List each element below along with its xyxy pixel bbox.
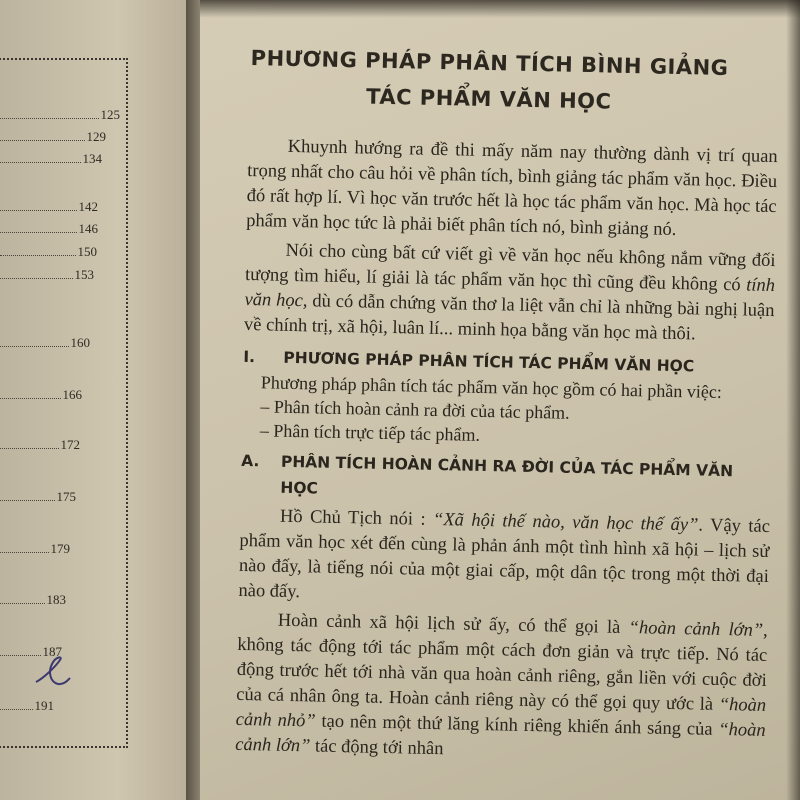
- paragraph-3: [238, 504, 770, 615]
- toc-entry: [0, 220, 98, 236]
- left-page: [0, 0, 196, 800]
- section-1-number: I.: [243, 347, 256, 367]
- toc-leader-dots: [0, 232, 77, 233]
- paragraph-3-text-b: . Vậy tác phẩm văn học xét đến cùng là phản ánh một tình hình xã hội – lịch sử nào đấy, là tiếng nói của một giai cấp, một dân tộc trong một thời đại nào đấy.: [238, 515, 771, 603]
- toc-leader-dots: [0, 709, 33, 710]
- toc-page-number: 150: [77, 244, 97, 259]
- paragraph-4-quote-3: “hoàn cảnh lớn”: [235, 719, 766, 757]
- toc-leader-dots: [0, 500, 55, 501]
- section-a-number: A.: [240, 451, 260, 471]
- toc-leader-dots: [0, 552, 49, 553]
- toc-page-number: 179: [50, 541, 70, 556]
- section-1-title: PHƯƠNG PHÁP PHÂN TÍCH TÁC PHẨM VĂN HỌC: [283, 348, 695, 376]
- toc-entry: [0, 106, 120, 122]
- page-content: [235, 40, 780, 769]
- toc-entry: [0, 488, 76, 504]
- toc-entry: [0, 334, 90, 350]
- toc-entry: [0, 540, 70, 556]
- toc-leader-dots: [0, 210, 77, 211]
- toc-leader-dots: [0, 278, 73, 279]
- toc-page-number: 187: [42, 644, 62, 659]
- toc-page-number: 183: [46, 592, 66, 607]
- bullet-1: – Phân tích hoàn cảnh ra đời của tác phẩm.: [260, 396, 570, 423]
- toc-page-number: 146: [78, 221, 98, 236]
- toc-entry: [0, 436, 80, 452]
- toc-entry: [0, 150, 102, 166]
- paragraph-4-text-d: tác động tới nhân: [310, 736, 444, 760]
- right-page: [200, 0, 800, 800]
- toc-entry: [0, 591, 66, 607]
- title-line-2: TÁC PHẨM VĂN HỌC: [365, 84, 612, 114]
- toc-page-number: 166: [62, 387, 82, 402]
- toc-page-number: 160: [70, 335, 90, 350]
- toc-page-number: 142: [78, 199, 98, 214]
- page-edge-shadow: [786, 0, 800, 800]
- toc-leader-dots: [0, 118, 99, 119]
- toc-page-number: 175: [56, 489, 76, 504]
- toc-page-number: 153: [74, 267, 94, 282]
- toc-page-number: 129: [86, 129, 106, 144]
- toc-entry: [0, 198, 98, 214]
- paragraph-4-quote-2: “hoàn cảnh nhỏ”: [235, 694, 767, 732]
- article-title: [248, 40, 729, 122]
- section-a-heading: [240, 448, 771, 511]
- toc-entry: [0, 243, 97, 259]
- bullet-2: – Phân tích trực tiếp tác phẩm.: [259, 420, 481, 445]
- paragraph-2-italic: tính văn học: [244, 275, 776, 312]
- handwritten-mark-icon: [30, 652, 74, 690]
- paragraph-1: Khuynh hướng ra đề thi mấy năm nay thường dành vị trí quan trọng nhất cho câu hỏi về phân tích, bình giảng tác phẩm văn học. Điều đó rất hợp lí. Vì học văn trước hết là học tác phẩm văn học. Mà học tác phẩm văn học tức là phải biết phân tích nó, bình giảng nó.: [246, 136, 778, 240]
- paragraph-4-text-a: Hoàn cảnh xã hội lịch sử ấy, có thể gọi là: [277, 610, 629, 639]
- paragraph-2: [244, 238, 776, 349]
- toc-page-number: 191: [34, 698, 54, 713]
- paragraph-4-text-b: , không tác động tới tác phẩm một cách đơn giản và trực tiếp. Nó tác động trước hết tới nhà văn qua hoàn cảnh riêng, gắn liền với cuộc đời của cá nhân ông ta. Hoàn cảnh riêng này có thể gọi quy ước là: [236, 620, 768, 715]
- toc-leader-dots: [0, 255, 76, 256]
- paragraph-4-quote-1: “hoàn cảnh lớn”: [628, 618, 764, 641]
- toc-leader-dots: [0, 162, 81, 163]
- toc-entry: [0, 386, 82, 402]
- section-1-intro: Phương pháp phân tích tác phẩm văn học gồm có hai phần việc:: [260, 372, 723, 402]
- paragraph-4: [235, 608, 768, 769]
- toc-leader-dots: [0, 448, 59, 449]
- toc-entry: [0, 128, 106, 144]
- paragraph-3-text-a: Hồ Chủ Tịch nói :: [279, 506, 434, 530]
- toc-leader-dots: [0, 346, 69, 347]
- toc-entry: [0, 266, 94, 282]
- paragraph-2-text-a: Nói cho cùng bất cứ viết gì về văn học nếu không nắm vững đối tượng tìm hiểu, lí giải là tác phẩm văn học thì cũng đều không có: [244, 240, 776, 296]
- toc-page-number: 125: [100, 107, 120, 122]
- title-line-1: PHƯƠNG PHÁP PHÂN TÍCH BÌNH GIẢNG: [250, 46, 729, 81]
- top-shadow: [200, 0, 800, 18]
- toc-leader-dots: [0, 140, 85, 141]
- toc-page-number: 134: [82, 151, 102, 166]
- toc-leader-dots: [0, 398, 61, 399]
- toc-entry: [0, 697, 54, 713]
- paragraph-4-text-c: tạo nên một thứ lăng kính riêng khiến ánh sáng của: [315, 711, 719, 740]
- section-a-title: PHÂN TÍCH HOÀN CẢNH RA ĐỜI CỦA TÁC PHẨM VĂN HỌC: [280, 452, 734, 498]
- paragraph-3-quote: “Xã hội thế nào, văn học thế ấy”: [432, 509, 699, 536]
- toc-page-number: 172: [60, 437, 80, 452]
- paragraph-2-text-b: , dù có dẫn chứng văn thơ la liệt vẫn chỉ là những bài nghị luận về chính trị, xã hội, luân lí... minh họa bằng văn học mà thôi.: [243, 291, 775, 345]
- toc-leader-dots: [0, 603, 45, 604]
